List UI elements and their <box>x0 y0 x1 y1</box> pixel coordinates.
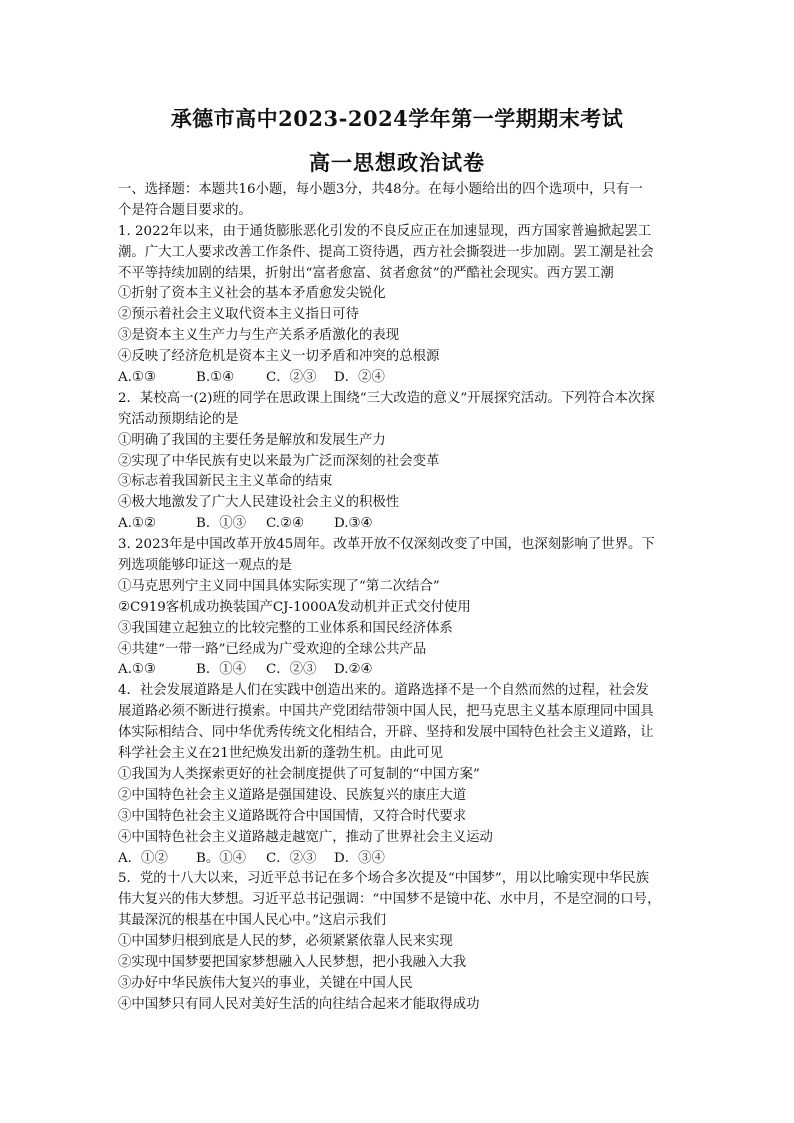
statement-item: ③是资本主义生产力与生产关系矛盾激化的表现 <box>118 328 400 344</box>
statement-item: ①折射了资本主义社会的基本矛盾愈发尖锐化 <box>118 286 386 302</box>
question-stem-line: 究活动预期结论的是 <box>118 411 239 427</box>
question-5 <box>118 869 678 1015</box>
statement-item: ③标志着我国新民主主义革命的结束 <box>118 474 333 490</box>
question-stem-line: 展道路必须不断进行摸索。中国共产党团结带领中国人民，把马克思主义基本原理同中国具 <box>118 704 654 720</box>
answer-options <box>118 368 678 389</box>
section-instruction: 个是符合题目要求的。 <box>118 202 252 218</box>
statement-item: ②中国特色社会主义道路是强国建设、民族复兴的康庄大道 <box>118 787 467 803</box>
statement-item: ④反映了经济危机是资本主义一切矛盾和冲突的总根源 <box>118 349 440 365</box>
question-stem-line: 2．某校高一(2)班的同学在思政课上围绕“三大改造的意义”开展探究活动。下列符合本次探 <box>118 390 655 406</box>
statement-item: ④共建“一带一路”已经成为广受欢迎的全球公共产品 <box>118 641 427 657</box>
option-a: A.①③ <box>118 370 156 386</box>
question-3 <box>118 535 678 681</box>
option-c: C．②③ <box>266 370 317 386</box>
statement-item: ④极大地激发了广大人民建设社会主义的积极性 <box>118 495 400 511</box>
option-c: C．②③ <box>266 850 317 866</box>
option-a: A．①② <box>118 850 168 866</box>
statement-item: ②预示着社会主义取代资本主义指日可待 <box>118 307 360 323</box>
question-stem-line: 伟大复兴的伟大梦想。习近平总书记强调：“中国梦不是镜中花、水中月，不是空洞的口号， <box>118 892 661 908</box>
section-instruction: 一、选择题：本题共16小题，每小题3分，共48分。在每小题给出的四个选项中，只有一 <box>118 182 643 197</box>
question-2 <box>118 389 678 535</box>
statement-item: ③中国特色社会主义道路既符合中国国情，又符合时代要求 <box>118 808 467 824</box>
exam-body <box>118 180 678 1016</box>
question-4 <box>118 681 678 869</box>
statement-item: ④中国特色社会主义道路越走越宽广，推动了世界社会主义运动 <box>118 829 493 845</box>
exam-title: 承德市高中2023-2024学年第一学期期末考试 <box>170 106 624 131</box>
exam-subtitle: 高一思想政治试卷 <box>309 150 485 175</box>
question-stem-line: 潮。广大工人要求改善工作条件、提高工资待遇，西方社会撕裂进一步加剧。罢工潮是社会 <box>118 244 654 260</box>
question-stem-line: 体实际相结合、同中华优秀传统文化相结合，开辟、坚持和发展中国特色社会主义道路，让 <box>118 725 654 741</box>
question-stem-line: 列选项能够印证这一观点的是 <box>118 558 293 574</box>
statement-item: ④中国梦只有同人民对美好生活的向往结合起来才能取得成功 <box>118 996 480 1012</box>
statement-item: ②实现中国梦要把国家梦想融入人民梦想，把小我融入大我 <box>118 954 467 970</box>
question-stem-line: 科学社会主义在21世纪焕发出新的蓬勃生机。由此可见 <box>118 746 444 762</box>
statement-item: ①我国为人类探索更好的社会制度提供了可复制的“中国方案” <box>118 766 480 782</box>
statement-item: ③我国建立起独立的比较完整的工业体系和国民经济体系 <box>118 620 453 636</box>
option-b: B.①④ <box>196 370 235 386</box>
question-stem-line: 其最深沉的根基在中国人民心中。”这启示我们 <box>118 913 386 929</box>
statement-item: ①明确了我国的主要任务是解放和发展生产力 <box>118 432 386 448</box>
answer-options <box>118 514 678 535</box>
option-d: D．②④ <box>334 370 385 386</box>
question-stem-line: 5．党的十八大以来，习近平总书记在多个场合多次提及“中国梦”，用以比喻实现中华民族 <box>118 871 650 887</box>
statement-item: ③办好中华民族伟大复兴的事业，关键在中国人民 <box>118 975 413 991</box>
statement-item: ①马克思列宁主义同中国具体实际实现了“第二次结合” <box>118 578 440 594</box>
option-d: D.②④ <box>334 662 373 678</box>
statement-item: ②C919客机成功换装国产CJ-1000A发动机并正式交付使用 <box>118 599 471 615</box>
question-stem-line: 不平等持续加剧的结果，折射出“富者愈富、贫者愈贫”的严酷社会现实。西方罢工潮 <box>118 265 614 281</box>
option-b: B。①④ <box>196 850 247 866</box>
question-stem-line: 4．社会发展道路是人们在实践中创造出来的。道路选择不是一个自然而然的过程，社会发 <box>118 683 649 699</box>
answer-options <box>118 849 678 870</box>
option-c: C．②③ <box>266 662 317 678</box>
question-1 <box>118 222 678 389</box>
statement-item: ②实现了中华民族有史以来最为广泛而深刻的社会变革 <box>118 453 440 469</box>
option-d: D.③④ <box>334 516 373 532</box>
statement-item: ①中国梦归根到底是人民的梦，必须紧紧依靠人民来实现 <box>118 934 453 950</box>
answer-options <box>118 660 678 681</box>
option-a: A.①② <box>118 516 156 532</box>
option-c: C.②④ <box>266 516 305 532</box>
question-stem-line: 1. 2022年以来，由于通货膨胀恶化引发的不良反应正在加速显现，西方国家普遍掀起罢工 <box>118 223 652 239</box>
option-b: B．①③ <box>196 516 247 532</box>
option-a: A.①③ <box>118 662 156 678</box>
option-b: B．①④ <box>196 662 247 678</box>
question-stem-line: 3. 2023年是中国改革开放45周年。改革开放不仅深刻改变了中国，也深刻影响了世界。下 <box>118 537 655 553</box>
option-d: D．③④ <box>334 850 385 866</box>
